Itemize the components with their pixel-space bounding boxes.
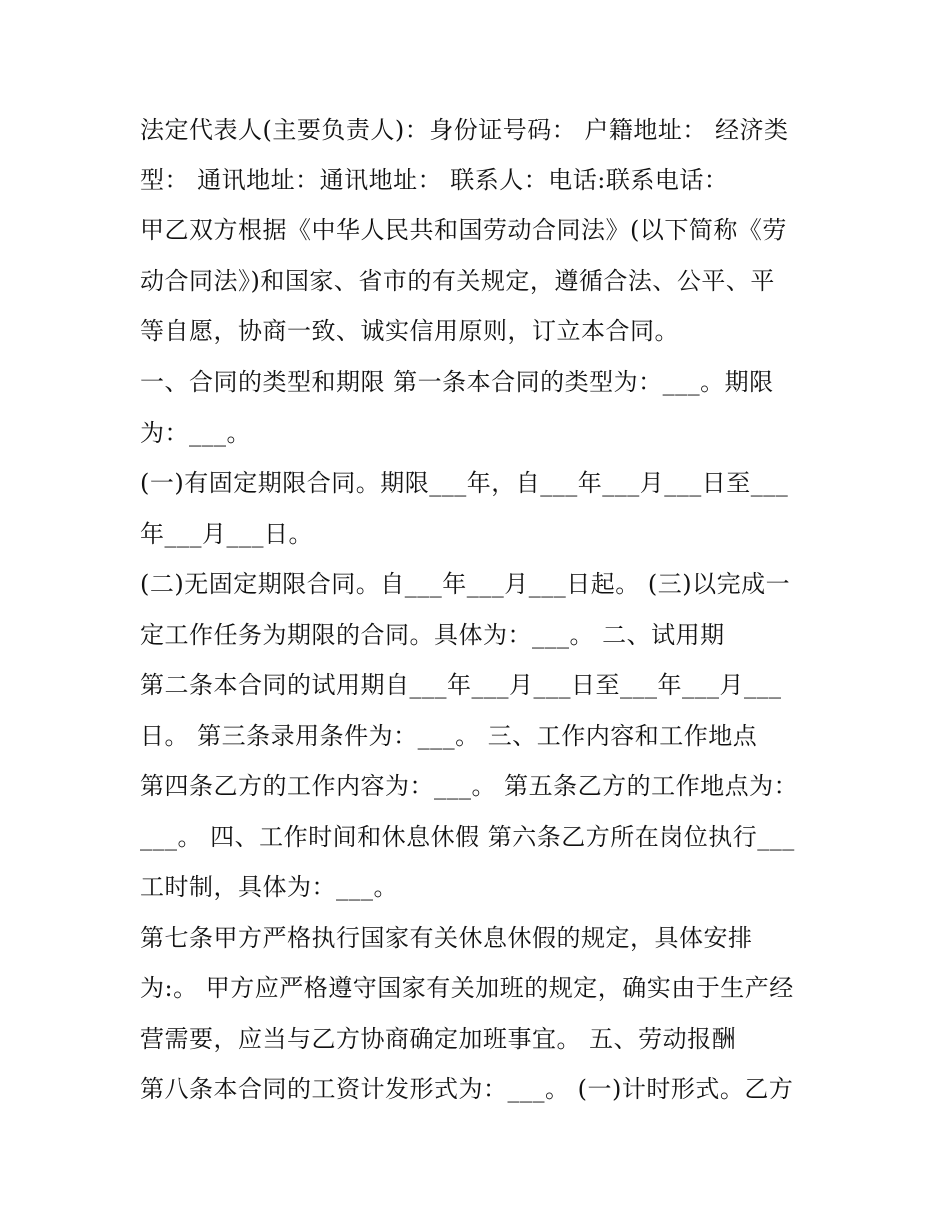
text-line-4: 动合同法》)和国家、省市的有关规定，遵循合法、公平、平 — [140, 267, 775, 295]
text-line-14: 第四条乙方的工作内容为：___。 第五条乙方的工作地点为： — [140, 772, 799, 800]
text-line-3: 甲乙双方根据《中华人民共和国劳动合同法》(以下简称《劳 — [140, 216, 787, 244]
text-line-8: (一)有固定期限合同。期限___年，自___年___月___日至___ — [140, 469, 789, 497]
text-line-1: 法定代表人(主要负责人)：身份证号码： 户籍地址： 经济类 — [140, 116, 789, 144]
text-line-10: (二)无固定期限合同。自___年___月___日起。 (三)以完成一 — [140, 570, 791, 598]
text-line-6: 一、合同的类型和期限 第一条本合同的类型为：___。期限 — [140, 368, 774, 396]
text-line-20: 第八条本合同的工资计发形式为：___。 (一)计时形式。乙方 — [140, 1075, 794, 1103]
text-line-17: 第七条甲方严格执行国家有关休息休假的规定，具体安排 — [140, 924, 753, 952]
text-line-2: 型： 通讯地址：通讯地址： 联系人：电话:联系电话： — [140, 166, 729, 194]
text-line-11: 定工作任务为期限的合同。具体为：___。 二、试用期 — [140, 621, 725, 649]
text-line-16: 工时制，具体为：___。 — [140, 873, 398, 901]
text-line-9: 年___月___日。 — [140, 520, 313, 548]
text-line-18: 为:。 甲方应严格遵守国家有关加班的规定，确实由于生产经 — [140, 974, 794, 1002]
text-line-7: 为：___。 — [140, 419, 251, 447]
text-line-19: 营需要，应当与乙方协商确定加班事宜。 五、劳动报酬 — [140, 1025, 737, 1053]
text-line-5: 等自愿，协商一致、诚实信用原则，订立本合同。 — [140, 317, 679, 345]
text-line-12: 第二条本合同的试用期自___年___月___日至___年___月___ — [140, 671, 782, 699]
text-line-15: ___。 四、工作时间和休息休假 第六条乙方所在岗位执行___ — [140, 823, 795, 851]
text-line-13: 日。 第三条录用条件为：___。 三、工作内容和工作地点 — [140, 722, 758, 750]
